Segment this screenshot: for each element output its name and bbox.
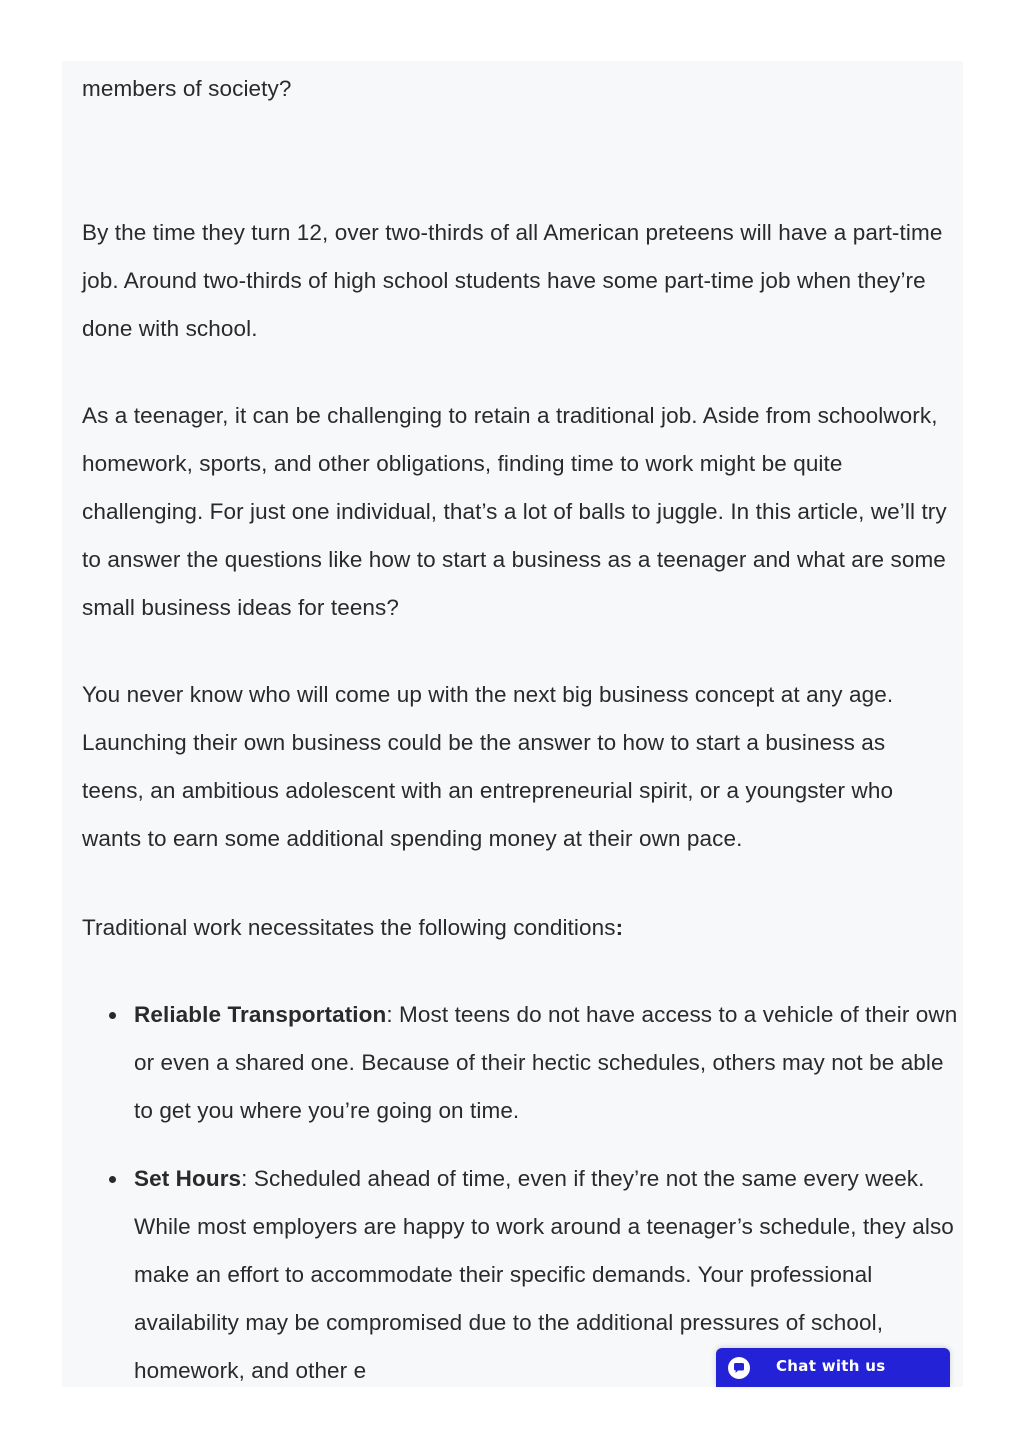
lead-fragment: members of society?: [82, 76, 292, 101]
conditions-intro: [82, 904, 948, 952]
condition-text: : Most teens do not have access to a vehicle of their own or even a shared one. Because of their hectic schedules, others may not be able to get you where you’re going on time.: [134, 1002, 958, 1123]
condition-text: : Scheduled ahead of time, even if they’re not the same every week. While most employers are happy to work around a teenager’s schedule, they also make an effort to accommodate their specific demands. Your professional availability may be compromised due to the additional pressures of school, homework, and other e: [134, 1166, 954, 1383]
chat-bubble-icon: [728, 1357, 750, 1379]
conditions-intro-colon: :: [615, 915, 624, 940]
list-item: [134, 991, 963, 1135]
conditions-list: [82, 991, 963, 1387]
chat-button[interactable]: [716, 1348, 950, 1387]
paragraph-teen-challenges: As a teenager, it can be challenging to retain a traditional job. Aside from schoolwork, homework, sports, and other obligations, finding time to work might be quite challenging. For just one individual, that’s a lot of balls to juggle. In this article, we’ll try to answer the questions like how to start a business as a teenager and what are some small business ideas for teens?: [82, 403, 947, 620]
condition-term: Set Hours: [134, 1166, 242, 1191]
paragraph-business-concept: You never know who will come up with the next big business concept at any age. Launching their own business could be the answer to how to start a business as teens, an ambitious adolescent with an entrepreneurial spirit, or a youngster who wants to earn some additional spending money at their own pace.: [82, 682, 894, 851]
chat-button-label: Chat with us: [776, 1357, 886, 1375]
conditions-intro-text: Traditional work necessitates the following conditions: [82, 915, 616, 940]
condition-term: Reliable Transportation: [134, 1002, 387, 1027]
article-card: [62, 61, 963, 1387]
paragraph-preteens-jobs: By the time they turn 12, over two-thirds of all American preteens will have a part-time job. Around two-thirds of high school students have some part-time job when they’re done with school.: [82, 220, 943, 341]
